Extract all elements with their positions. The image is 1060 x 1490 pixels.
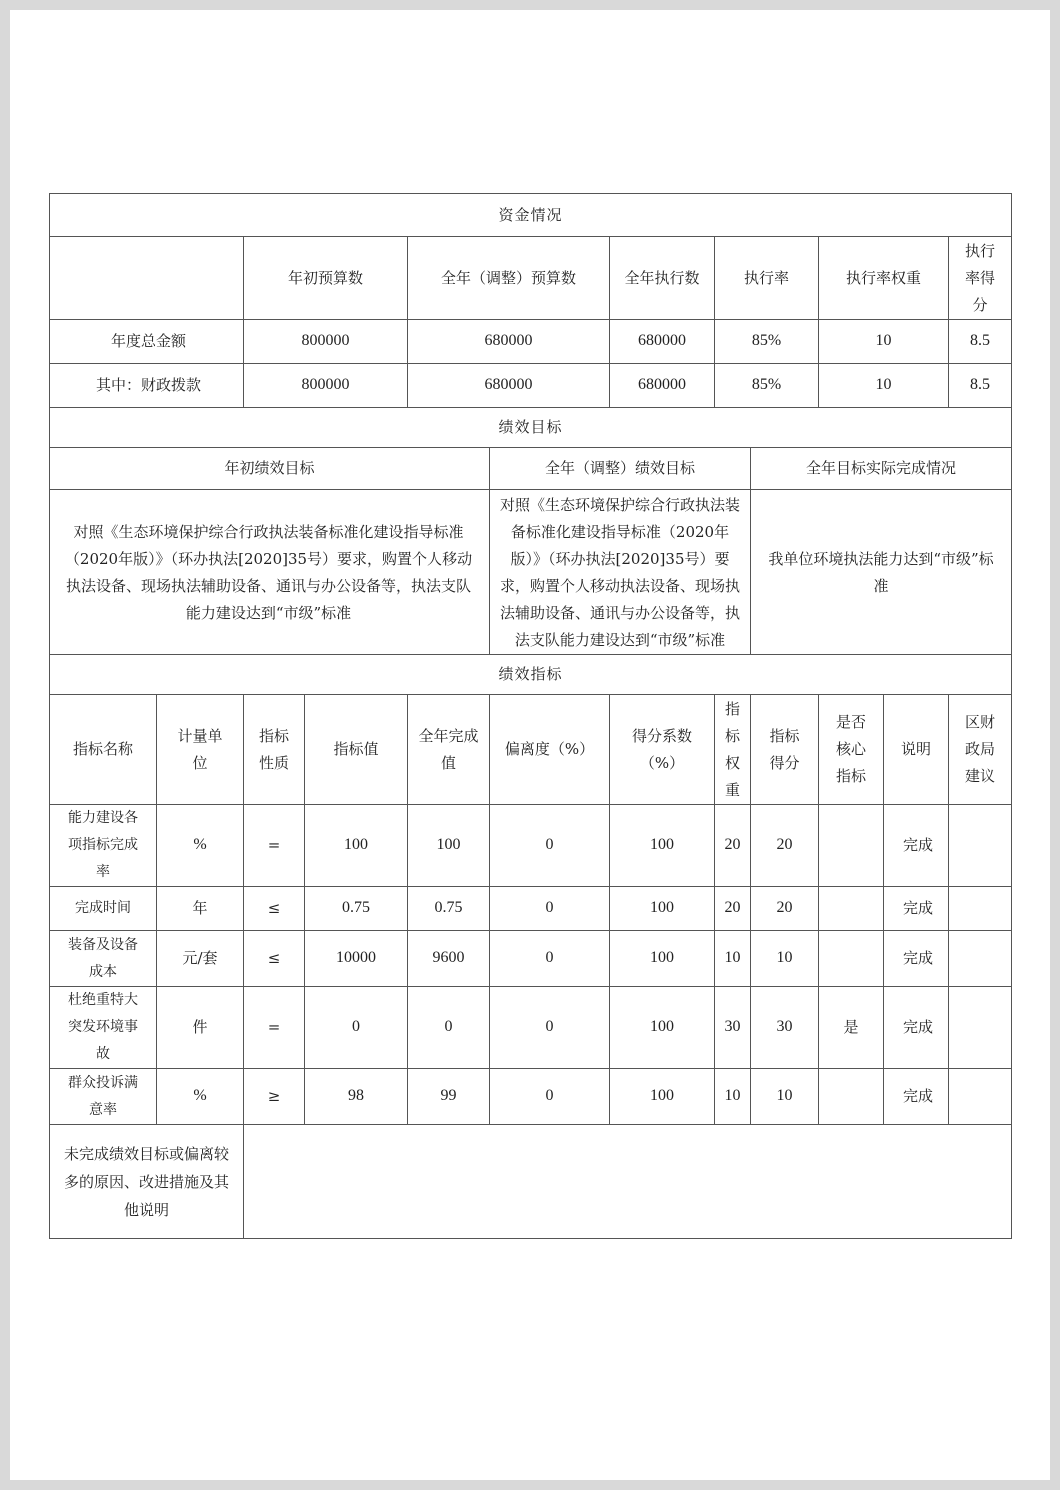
indicator-unit: 年 [157, 887, 244, 931]
indicator-note: 完成 [884, 1069, 949, 1125]
indicator-nature: ≤ [244, 931, 305, 987]
indicator-row [50, 887, 1012, 931]
goals-section-title: 绩效目标 [50, 408, 1012, 448]
indicator-actual: 9600 [408, 931, 490, 987]
funds-section-row [50, 194, 1012, 237]
funds-header-executed: 全年执行数 [610, 237, 715, 320]
funds-row-rate: 85% [715, 320, 819, 364]
indicator-note: 完成 [884, 987, 949, 1069]
indicator-coefficient: 100 [610, 1069, 715, 1125]
funds-header-initial-budget: 年初预算数 [244, 237, 408, 320]
funds-header-weight: 执行率权重 [819, 237, 949, 320]
indicators-header-core: 是否核心指标 [819, 695, 884, 805]
indicator-advice [949, 1069, 1012, 1125]
indicator-deviation: 0 [490, 805, 610, 887]
indicator-deviation: 0 [490, 987, 610, 1069]
funds-row-initial-budget: 800000 [244, 364, 408, 408]
indicator-target: 0.75 [305, 887, 408, 931]
indicator-actual: 0.75 [408, 887, 490, 931]
funds-row-label: 年度总金额 [50, 320, 244, 364]
goals-actual-text: 我单位环境执法能力达到“市级”标准 [751, 490, 1012, 655]
indicators-header-weight: 指标权重 [715, 695, 751, 805]
indicator-score: 20 [751, 805, 819, 887]
indicator-advice [949, 805, 1012, 887]
indicators-header-row [50, 695, 1012, 805]
indicator-score: 30 [751, 987, 819, 1069]
indicator-name: 群众投诉满意率 [50, 1069, 157, 1125]
indicator-advice [949, 931, 1012, 987]
indicator-nature: = [244, 805, 305, 887]
indicator-weight: 30 [715, 987, 751, 1069]
indicators-header-unit: 计量单位 [157, 695, 244, 805]
indicator-unit: 件 [157, 987, 244, 1069]
indicator-coefficient: 100 [610, 987, 715, 1069]
funds-row-rate: 85% [715, 364, 819, 408]
indicator-score: 20 [751, 887, 819, 931]
indicator-coefficient: 100 [610, 931, 715, 987]
goals-header-adjusted: 全年（调整）绩效目标 [490, 448, 751, 490]
indicator-weight: 20 [715, 805, 751, 887]
indicator-core [819, 887, 884, 931]
funds-header-row [50, 237, 1012, 320]
indicator-actual: 99 [408, 1069, 490, 1125]
indicator-target: 100 [305, 805, 408, 887]
indicator-row [50, 987, 1012, 1069]
funds-row [50, 320, 1012, 364]
indicator-core [819, 805, 884, 887]
funds-row-initial-budget: 800000 [244, 320, 408, 364]
indicator-name: 杜绝重特大突发环境事故 [50, 987, 157, 1069]
indicator-nature: ≥ [244, 1069, 305, 1125]
goals-adjusted-text: 对照《生态环境保护综合行政执法装备标准化建设指导标准（2020年版）》（环办执法[2020]35号）要求，购置个人移动执法设备、现场执法辅助设备、通讯与办公设备等，执法支队能力建设达到“市级”标准 [490, 490, 751, 655]
indicator-core [819, 1069, 884, 1125]
remarks-label: 未完成绩效目标或偏离较多的原因、改进措施及其他说明 [50, 1125, 244, 1239]
indicator-nature: = [244, 987, 305, 1069]
remarks-content [244, 1125, 1012, 1239]
indicator-core: 是 [819, 987, 884, 1069]
funds-row-adjusted-budget: 680000 [408, 320, 610, 364]
indicator-note: 完成 [884, 931, 949, 987]
indicator-nature: ≤ [244, 887, 305, 931]
goals-section-row [50, 408, 1012, 448]
indicator-name: 装备及设备成本 [50, 931, 157, 987]
funds-row-weight: 10 [819, 364, 949, 408]
indicator-target: 0 [305, 987, 408, 1069]
indicators-header-target: 指标值 [305, 695, 408, 805]
indicator-unit: % [157, 1069, 244, 1125]
indicator-coefficient: 100 [610, 887, 715, 931]
funds-header-adjusted-budget: 全年（调整）预算数 [408, 237, 610, 320]
indicator-target: 98 [305, 1069, 408, 1125]
funds-row-label: 其中：财政拨款 [50, 364, 244, 408]
performance-evaluation-table [49, 193, 1012, 1239]
indicator-score: 10 [751, 931, 819, 987]
funds-row-score: 8.5 [949, 320, 1012, 364]
indicator-name: 能力建设各项指标完成率 [50, 805, 157, 887]
goals-initial-text: 对照《生态环境保护综合行政执法装备标准化建设指导标准（2020年版）》（环办执法[2020]35号）要求，购置个人移动执法设备、现场执法辅助设备、通讯与办公设备等，执法支队能力建设达到“市级”标准 [50, 490, 490, 655]
indicators-section-title: 绩效指标 [50, 655, 1012, 695]
indicator-deviation: 0 [490, 887, 610, 931]
funds-row-adjusted-budget: 680000 [408, 364, 610, 408]
indicator-unit: 元/套 [157, 931, 244, 987]
indicator-weight: 10 [715, 931, 751, 987]
funds-section-title: 资金情况 [50, 194, 1012, 237]
indicator-deviation: 0 [490, 931, 610, 987]
indicator-core [819, 931, 884, 987]
funds-row-executed: 680000 [610, 320, 715, 364]
indicator-unit: % [157, 805, 244, 887]
indicator-actual: 100 [408, 805, 490, 887]
indicators-header-score: 指标得分 [751, 695, 819, 805]
indicator-deviation: 0 [490, 1069, 610, 1125]
remarks-row [50, 1125, 1012, 1239]
indicator-name: 完成时间 [50, 887, 157, 931]
goals-header-actual: 全年目标实际完成情况 [751, 448, 1012, 490]
indicator-target: 10000 [305, 931, 408, 987]
goals-header-initial: 年初绩效目标 [50, 448, 490, 490]
indicators-header-actual: 全年完成值 [408, 695, 490, 805]
indicator-weight: 10 [715, 1069, 751, 1125]
indicator-row [50, 805, 1012, 887]
indicators-header-note: 说明 [884, 695, 949, 805]
funds-header-score: 执行率得分 [949, 237, 1012, 320]
funds-row-weight: 10 [819, 320, 949, 364]
indicators-header-nature: 指标性质 [244, 695, 305, 805]
indicator-row [50, 1069, 1012, 1125]
funds-row [50, 364, 1012, 408]
indicator-weight: 20 [715, 887, 751, 931]
indicators-header-name: 指标名称 [50, 695, 157, 805]
indicator-coefficient: 100 [610, 805, 715, 887]
funds-row-score: 8.5 [949, 364, 1012, 408]
indicators-header-coefficient: 得分系数（%） [610, 695, 715, 805]
indicator-actual: 0 [408, 987, 490, 1069]
indicators-section-row [50, 655, 1012, 695]
indicators-header-deviation: 偏离度（%） [490, 695, 610, 805]
indicators-header-advice: 区财政局建议 [949, 695, 1012, 805]
indicator-score: 10 [751, 1069, 819, 1125]
goals-content-row [50, 490, 1012, 655]
funds-row-executed: 680000 [610, 364, 715, 408]
indicator-note: 完成 [884, 887, 949, 931]
indicator-advice [949, 887, 1012, 931]
indicator-row [50, 931, 1012, 987]
indicator-note: 完成 [884, 805, 949, 887]
goals-header-row [50, 448, 1012, 490]
indicator-advice [949, 987, 1012, 1069]
funds-header-rate: 执行率 [715, 237, 819, 320]
funds-header-blank [50, 237, 244, 320]
